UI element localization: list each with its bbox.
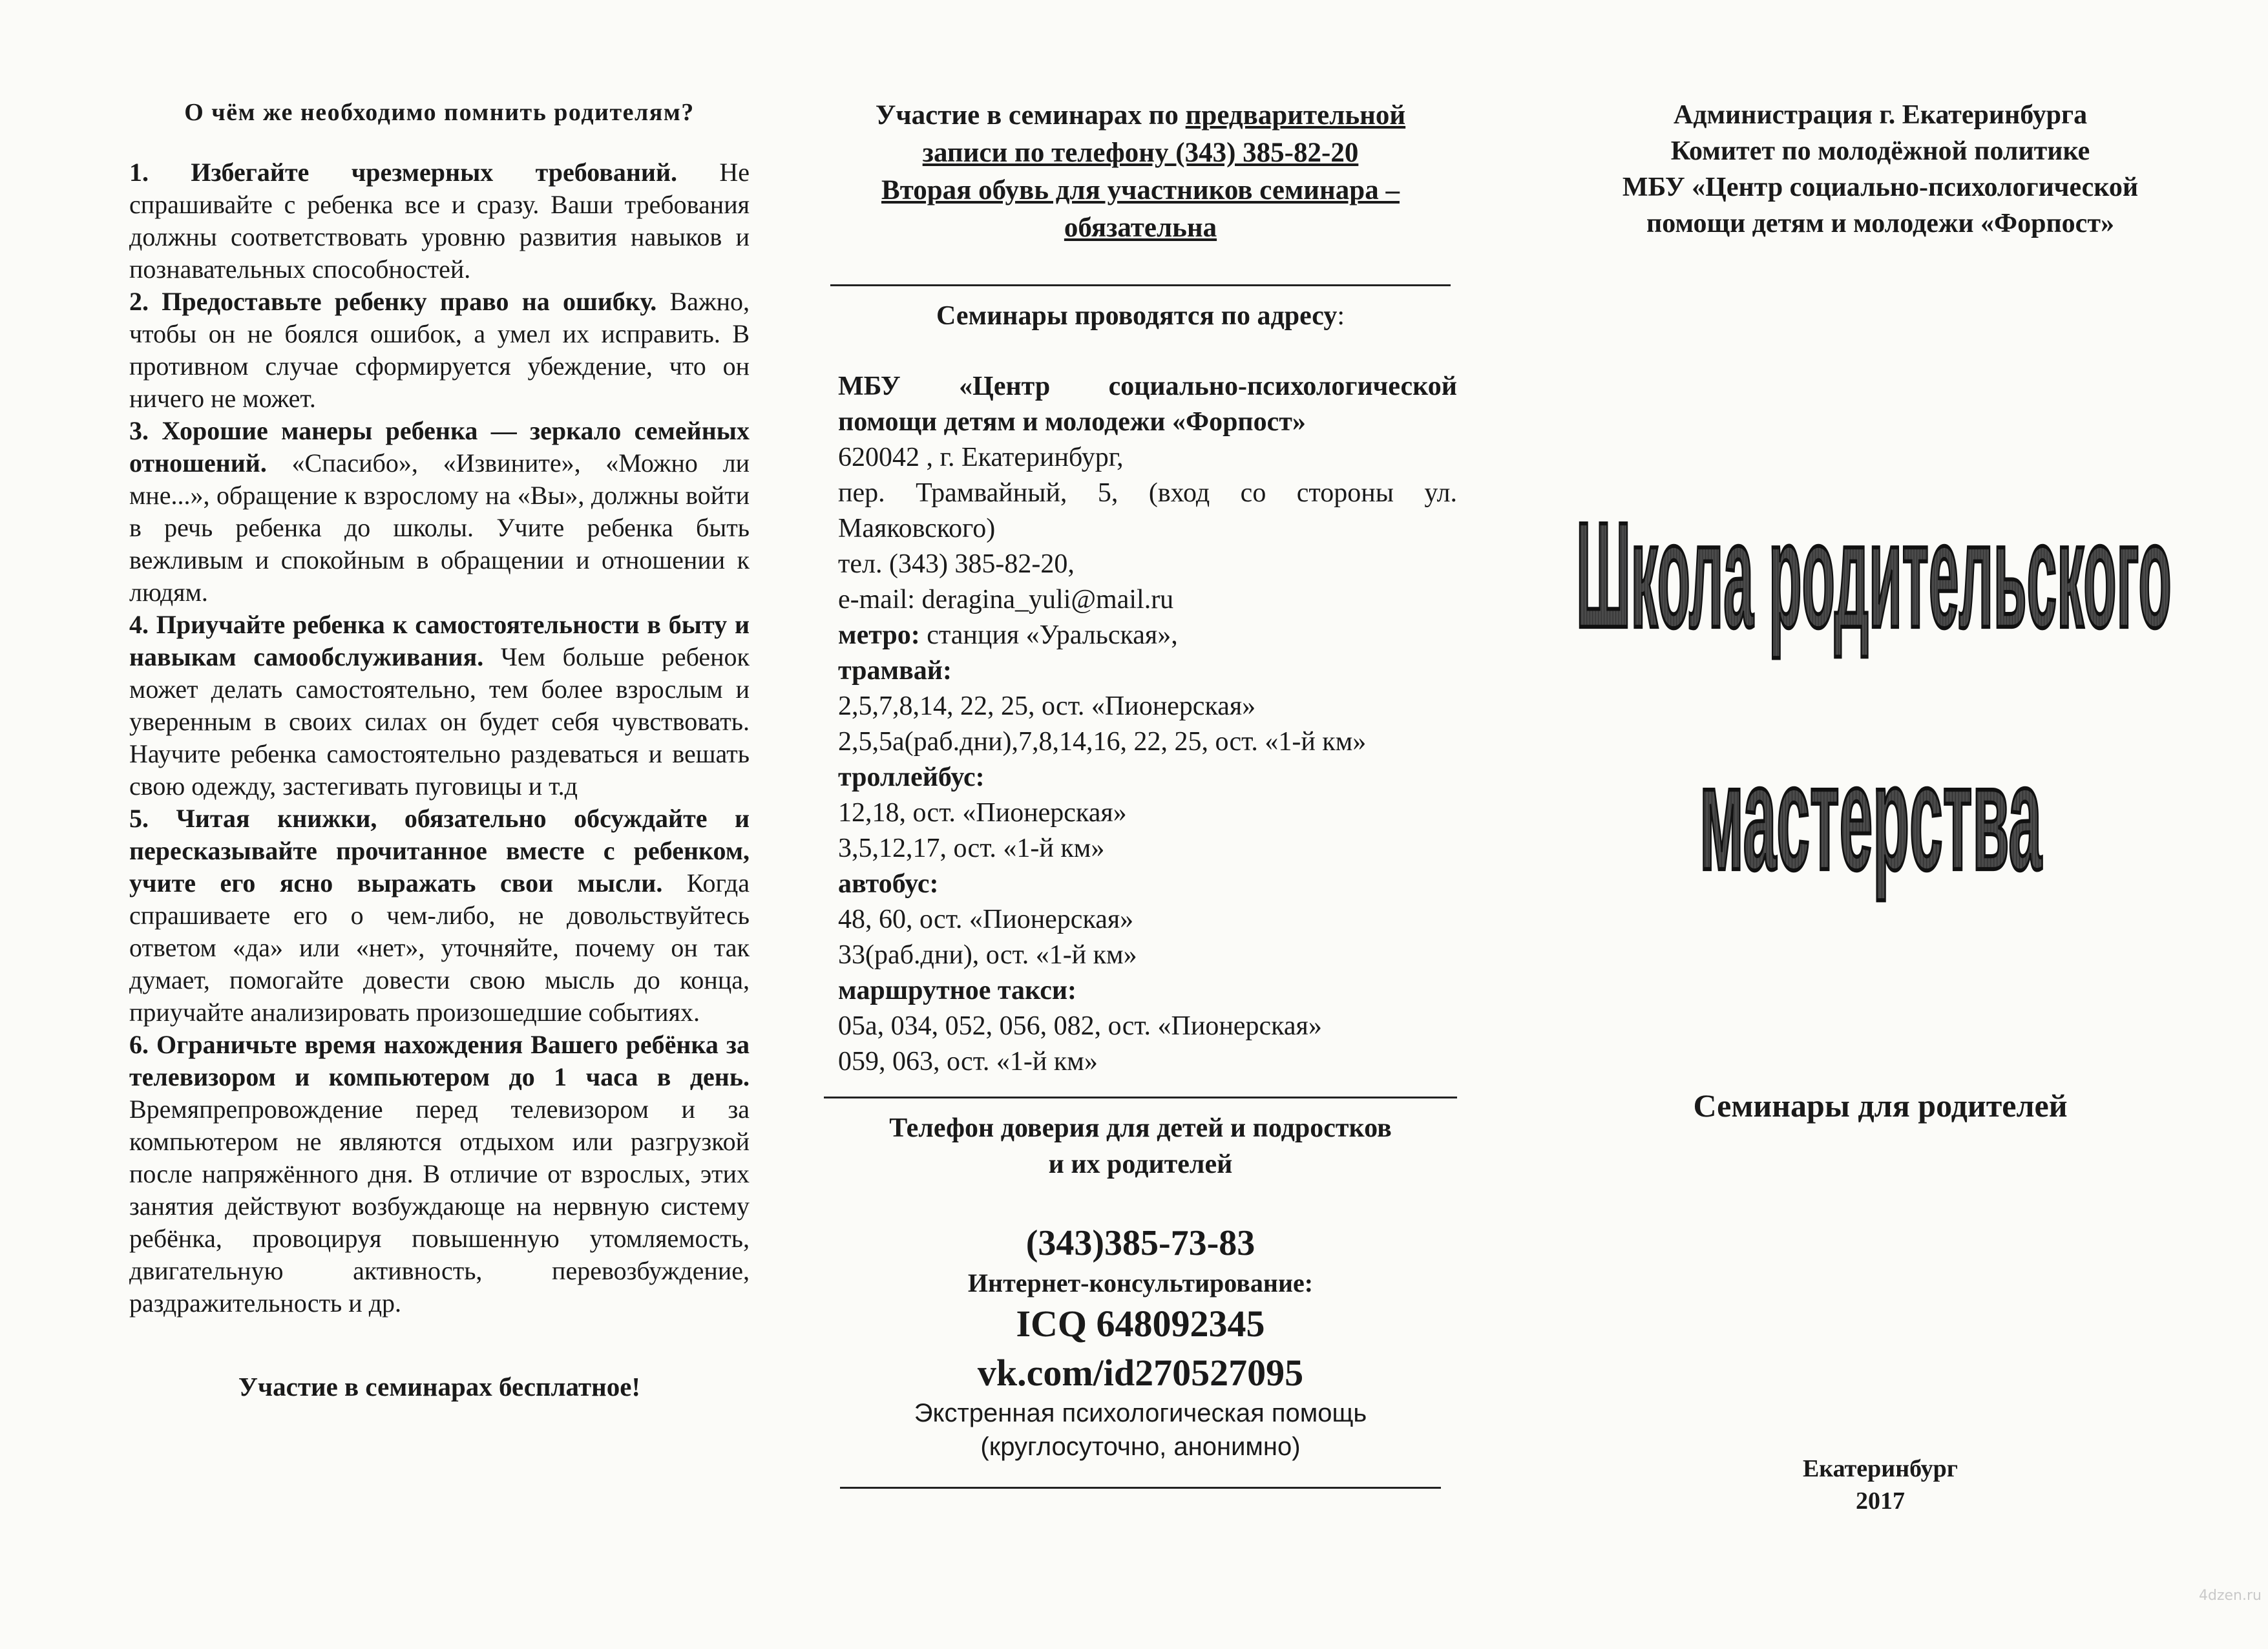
right-panel <box>1531 0 2229 1649</box>
org-header-line: Администрация г. Екатеринбурга <box>1673 100 2088 130</box>
tram-route: 2,5,5а(раб.дни),7,8,14,16, 22, 25, ост. «1-й км» <box>838 727 1367 757</box>
city-year <box>1531 1453 2229 1517</box>
watermark: 4dzen.ru <box>2199 1588 2262 1604</box>
registration-line-1 <box>817 97 1464 134</box>
title-line-1: Школа родительского <box>1576 492 2172 660</box>
metro-value: станция «Уральская», <box>919 620 1178 650</box>
title-line-2: мастерства <box>1699 733 2042 901</box>
taxi-label: маршрутное такси: <box>838 976 1077 1005</box>
divider-line <box>830 284 1451 286</box>
tip-item <box>129 286 750 415</box>
tip-title: 3. Хорошие манеры ребенка — зеркало семейных отношений. <box>129 416 750 478</box>
emergency-help-line-2: (круглосуточно, анонимно) <box>980 1433 1301 1461</box>
shoes-notice-line-2: обязательна <box>1064 213 1217 243</box>
taxi-route: 059, 063, ост. «1-й км» <box>838 1047 1098 1077</box>
metro-info <box>838 618 1457 653</box>
left-panel <box>129 0 750 1649</box>
trolleybus-label: троллейбус: <box>838 762 985 792</box>
bus-label: автобус: <box>838 869 939 899</box>
org-name-line-2: помощи детям и молодежи «Форпост» <box>838 407 1306 437</box>
address-heading <box>817 300 1464 331</box>
tip-text: «Спасибо», «Извините», «Можно ли мне...», обращение к взрослому на «Вы», должны войти в речь ребенка до школы. Учите ребенка быть вежливым и спокойным в обращении и отношении к людям. <box>129 448 750 607</box>
year: 2017 <box>1856 1487 1905 1515</box>
free-participation-note: Участие в семинарах бесплатное! <box>238 1372 641 1402</box>
hotline-title <box>817 1110 1464 1182</box>
trolleybus-route: 12,18, ост. «Пионерская» <box>838 798 1127 828</box>
org-header-line: Комитет по молодёжной политике <box>1670 136 2090 166</box>
middle-panel <box>817 0 1464 1649</box>
address-heading-text: Семинары проводятся по адресу <box>936 301 1338 331</box>
tip-text: Чем больше ребенок может делать самостоятельно, тем более взрослым и уверенным в своих силах он будет себя чувствовать. Научите ребенка самостоятельно раздеваться и вешать свою одежду, застегивать пуговицы и т.д <box>129 642 750 801</box>
org-header-line: помощи детям и молодежи «Форпост» <box>1646 209 2114 238</box>
contact-phone: тел. (343) 385-82-20, <box>838 549 1075 579</box>
divider-line <box>824 1097 1457 1098</box>
trolleybus-route: 3,5,12,17, ост. «1-й км» <box>838 834 1105 863</box>
tip-text: Не спрашивайте с ребенка все и сразу. Ваши требования должны соответствовать уровню развития навыков и познавательных способностей. <box>129 158 750 284</box>
registration-notice <box>817 97 1464 247</box>
org-name-line-1: МБУ «Центр социально-психологической <box>838 372 1457 401</box>
city: Екатеринбург <box>1802 1455 1958 1482</box>
tip-title: 6. Ограничьте время нахождения Вашего ребёнка за телевизором и компьютером до 1 часа в день. <box>129 1030 750 1091</box>
tip-title: 1. Избегайте чрезмерных требований. <box>129 158 678 187</box>
shoes-notice-line: Вторая обувь для участников семинара – <box>881 175 1400 205</box>
registration-phone-line: записи по телефону (343) 385-82-20 <box>922 138 1359 168</box>
org-header-line: МБУ «Центр социально-психологической <box>1622 173 2139 202</box>
internet-consulting-label: Интернет-консультирование: <box>967 1268 1314 1297</box>
address-block <box>817 369 1464 1080</box>
tip-item <box>129 156 750 286</box>
emergency-help-line-1: Экстренная психологическая помощь <box>914 1399 1367 1427</box>
address-heading-colon: : <box>1337 301 1345 331</box>
hotline-title-line-1: Телефон доверия для детей и подростков <box>889 1113 1392 1143</box>
hotline-phone: (343)385-73-83 <box>1025 1223 1255 1263</box>
tip-item <box>129 803 750 1029</box>
parents-tips-heading: О чём же необходимо помнить родителям? <box>184 99 695 126</box>
tip-text: Важно, чтобы он не боялся ошибок, а умел их исправить. В противном случае сформируется убеждение, что он ничего не может. <box>129 287 750 413</box>
street-address: пер. Трамвайный, 5, (вход со стороны ул. <box>838 478 1457 508</box>
hotline-title-line-2: и их родителей <box>1048 1150 1233 1179</box>
tram-route: 2,5,7,8,14, 22, 25, ост. «Пионерская» <box>838 691 1256 721</box>
contact-email: e-mail: deragina_yuli@mail.ru <box>838 585 1174 614</box>
divider-line <box>840 1487 1441 1489</box>
tip-text: Времяпрепровождение перед телевизором и за компьютером не являются отдыхом или разгрузкой после напряжённого дня. В отличие от взрослых, этих занятия действуют возбуждающе на нервную систему ребёнка, провоцируя повышенную утомляемость, двигательную активность, перевозбуждение, раздражительность и др. <box>129 1095 750 1318</box>
registration-text-underlined: предварительной <box>1185 100 1406 131</box>
registration-text: Участие в семинарах по <box>875 100 1186 131</box>
tip-text: Когда спрашиваете его о чем-либо, не довольствуйтесь ответом «да» или «нет», уточняйте, почему он так думает, помогайте довести свою мысль до конца, приучайте анализировать произошедшие событиях. <box>129 868 750 1027</box>
postal-address: 620042 , г. Екатеринбург, <box>838 443 1124 472</box>
vk-link: vk.com/id270527095 <box>977 1352 1304 1394</box>
tip-title: 4. Приучайте ребенка к самостоятельности в быту и навыкам самообслуживания. <box>129 610 750 671</box>
taxi-route: 05а, 034, 052, 056, 082, ост. «Пионерская» <box>838 1011 1322 1041</box>
school-title-wordart <box>1531 0 2229 1649</box>
tip-title: 2. Предоставьте ребенку право на ошибку. <box>129 287 657 316</box>
bus-route: 33(раб.дни), ост. «1-й км» <box>838 940 1137 970</box>
tip-title: 5. Читая книжки, обязательно обсуждайте и пересказывайте прочитанное вместе с ребенком, учите его ясно выражать свои мысли. <box>129 804 750 898</box>
tip-item <box>129 1029 750 1319</box>
metro-label: метро: <box>838 620 920 650</box>
seminars-subtitle: Семинары для родителей <box>1693 1087 2068 1124</box>
tip-item <box>129 415 750 609</box>
tips-list <box>129 156 750 1319</box>
bus-route: 48, 60, ост. «Пионерская» <box>838 905 1134 934</box>
tip-item <box>129 609 750 803</box>
street-address-2: Маяковского) <box>838 514 996 543</box>
icq-number: ICQ 648092345 <box>1016 1303 1265 1345</box>
tram-label: трамвай: <box>838 656 952 686</box>
